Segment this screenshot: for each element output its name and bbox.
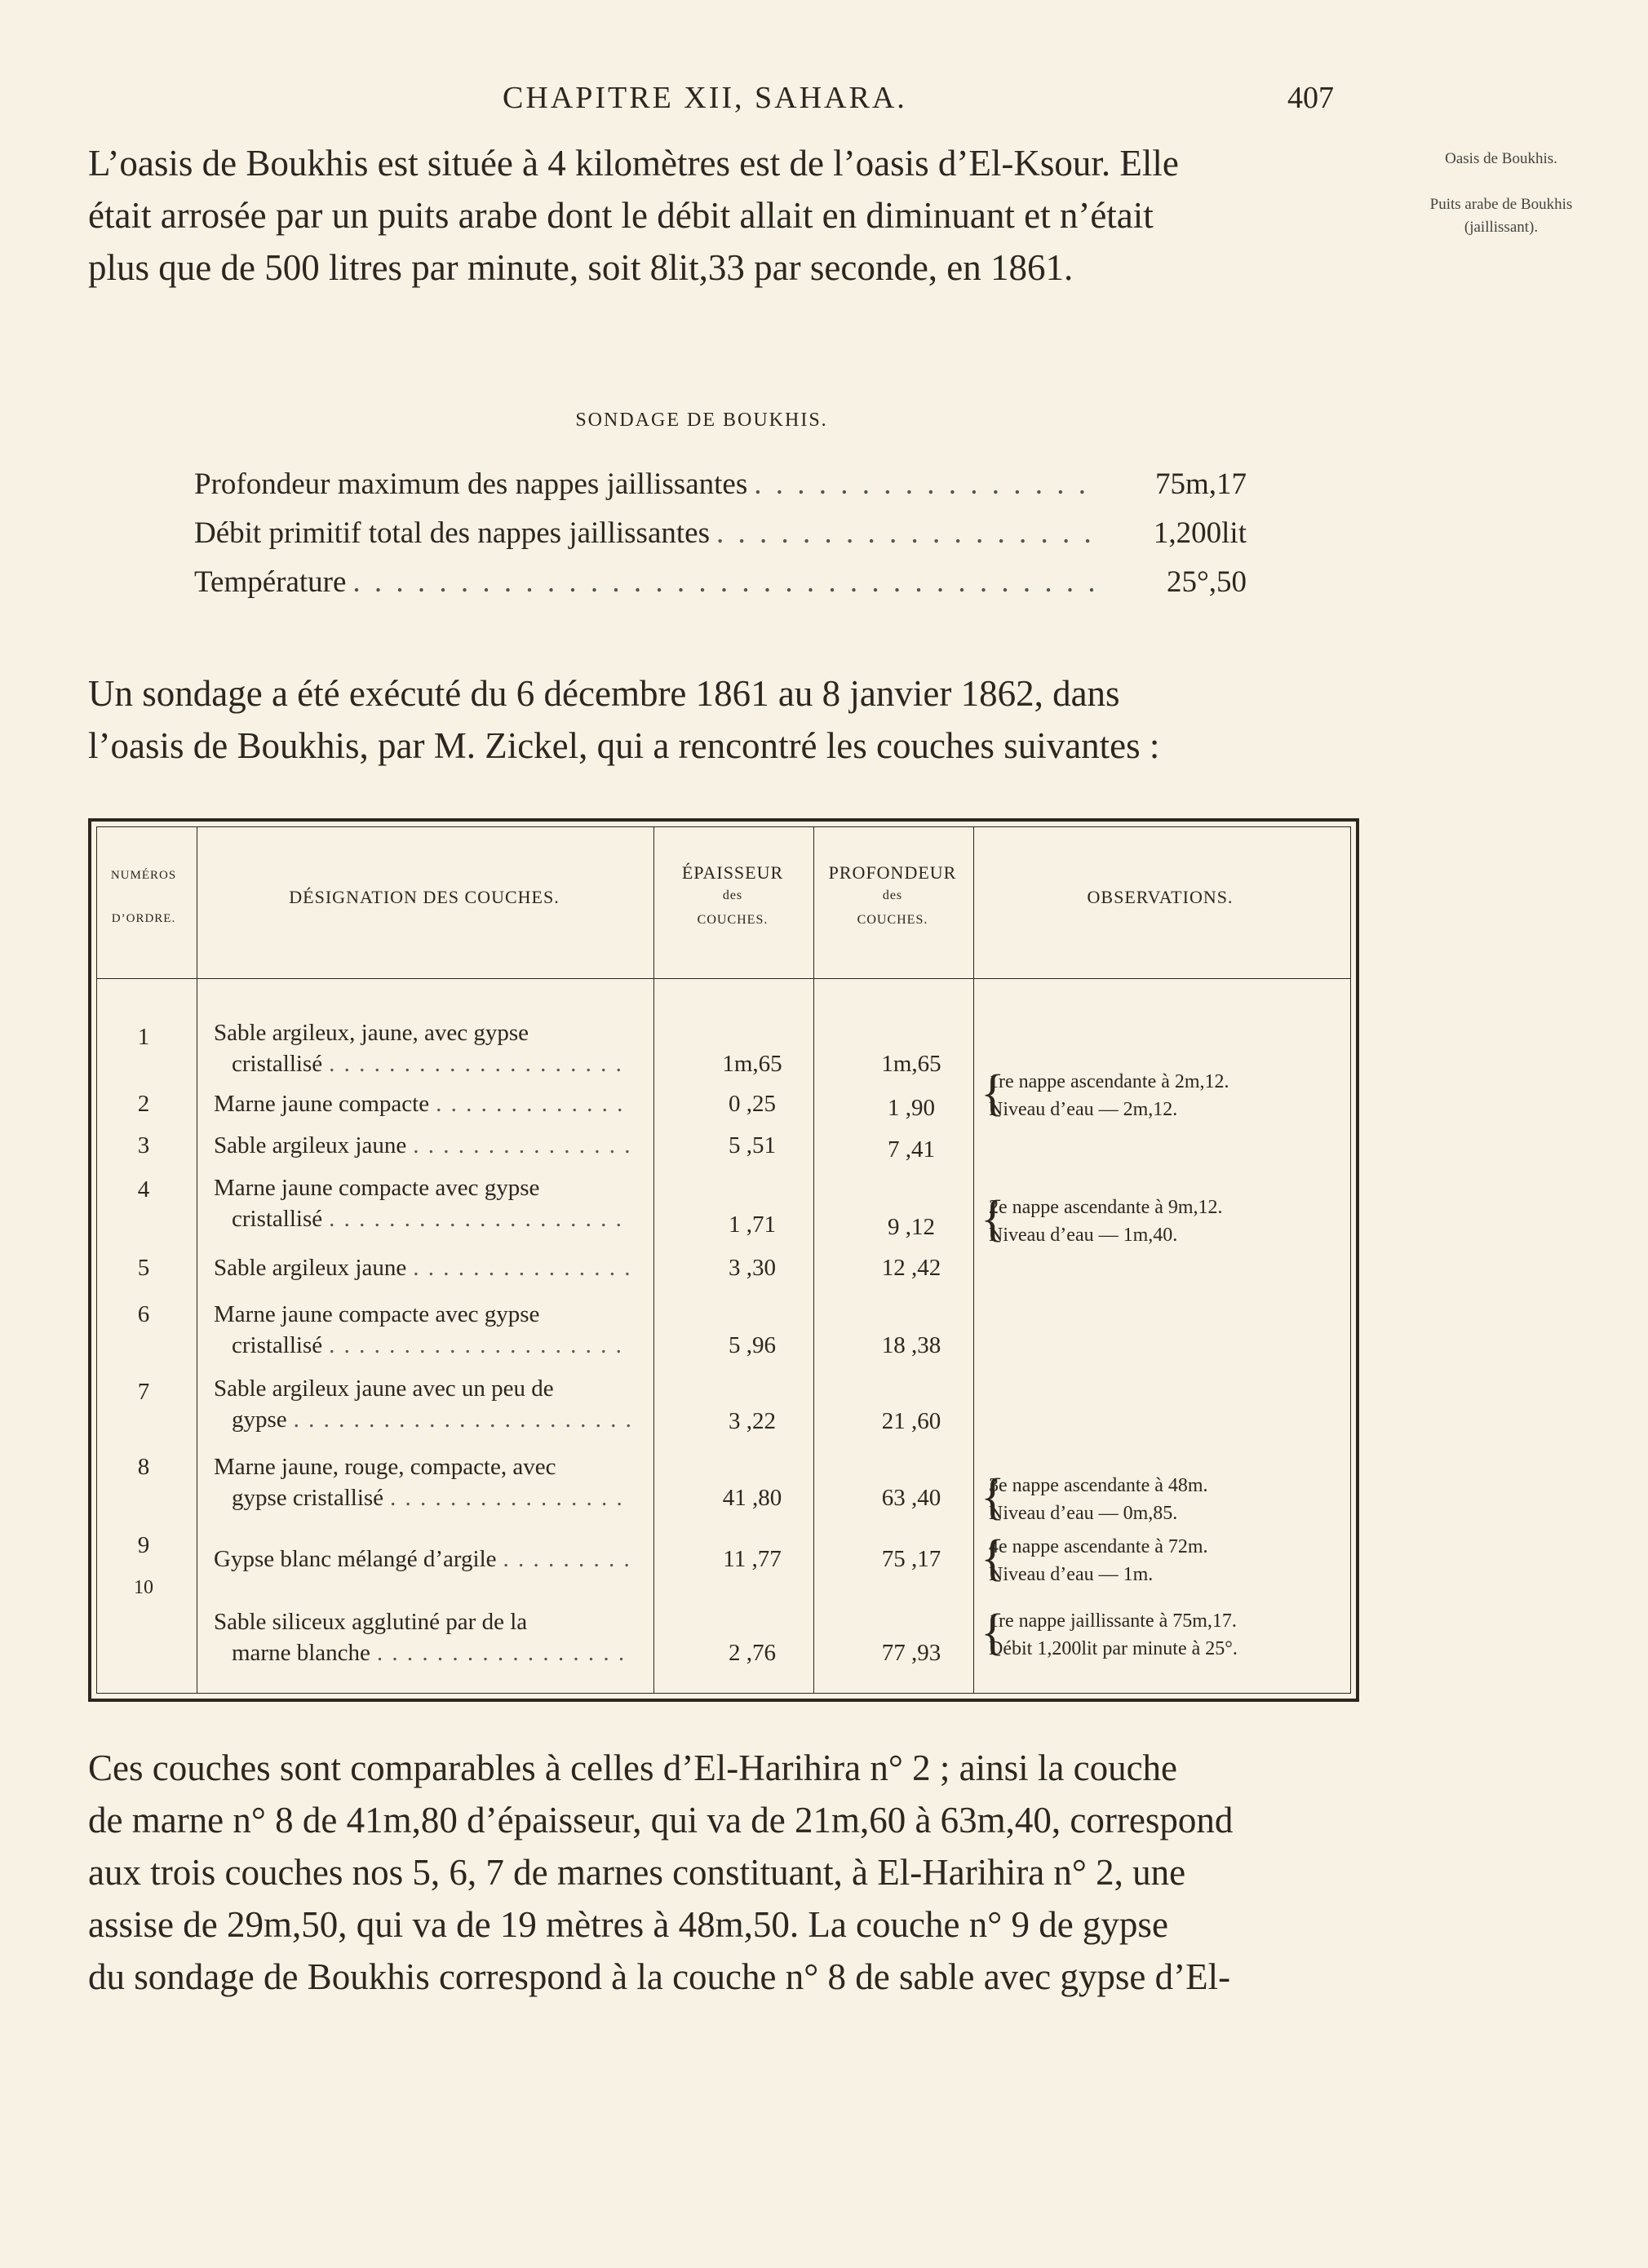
header-profondeur: PROFONDEUR des COUCHES. <box>828 862 957 927</box>
row-designation: Sable siliceux agglutiné par de la marne blanche . . . <box>214 1606 638 1668</box>
closing-line: du sondage de Boukhis correspond à la couche n° 8 de sable avec gypse d’El- <box>88 1956 1231 1997</box>
header-designation: DÉSIGNATION DES COUCHES. <box>289 887 560 907</box>
row-epaisseur: 5 ,96 <box>729 1332 776 1358</box>
row-number: 3 <box>137 1132 150 1158</box>
brace-icon: { <box>981 1191 1005 1247</box>
observation: 3e nappe ascendante à 48m. Niveau d’eau — 0m,85. <box>989 1475 1208 1524</box>
row-designation: Sable argileux, jaune, avec gypse cristallisé . . . <box>214 1017 638 1079</box>
summary-value: 1,200lit <box>1153 516 1247 550</box>
brace-icon: { <box>981 1469 1005 1525</box>
row-designation: Marne jaune compacte avec gypse cristallisé . . . <box>214 1299 638 1361</box>
row-designation: Sable argileux jaune avec un peu de gypse . . . <box>214 1373 638 1435</box>
row-number: 6 <box>137 1301 150 1327</box>
summary-row <box>194 565 1247 605</box>
row-number: 2 <box>137 1091 150 1117</box>
row-epaisseur: 3 ,22 <box>729 1408 776 1434</box>
row-epaisseur: 1m,65 <box>722 1051 782 1077</box>
margin-note-jaillissant: (jaillissant). <box>1464 219 1539 236</box>
brace-icon: { <box>981 1065 1005 1121</box>
row-number: 7 <box>137 1379 150 1405</box>
page-number: 407 <box>1287 81 1334 115</box>
row-epaisseur: 1 ,71 <box>729 1212 776 1238</box>
row-profondeur: 21 ,60 <box>881 1408 941 1434</box>
summary-row <box>194 467 1247 507</box>
strata-table <box>88 818 1359 1702</box>
brace-icon: { <box>981 1605 1005 1660</box>
row-epaisseur: 11 ,77 <box>723 1546 782 1572</box>
sondage-line: Un sondage a été exécuté du 6 décembre 1861 au 8 janvier 1862, dans <box>88 673 1120 714</box>
brace-icon: { <box>981 1530 1005 1586</box>
row-profondeur: 1 ,90 <box>888 1095 935 1121</box>
row-profondeur: 18 ,38 <box>881 1332 941 1358</box>
running-head: CHAPITRE XII, SAHARA. <box>503 81 907 115</box>
row-designation: Sable argileux jaune . . . <box>214 1130 638 1161</box>
row-number: 1 <box>137 1024 150 1050</box>
observation: 4e nappe ascendante à 72m. Niveau d’eau — 1m. <box>989 1536 1208 1585</box>
summary-title: SONDAGE DE BOUKHIS. <box>575 410 828 431</box>
row-number: 8 <box>137 1454 150 1480</box>
summary-row <box>194 516 1247 556</box>
intro-line: L’oasis de Boukhis est située à 4 kilomètres est de l’oasis d’El-Ksour. Elle <box>88 143 1179 184</box>
closing-line: aux trois couches nos 5, 6, 7 de marnes constituant, à El-Harihira n° 2, une <box>88 1852 1186 1893</box>
row-designation: Marne jaune, rouge, compacte, avec gypse cristallisé . . . <box>214 1451 638 1513</box>
row-designation: Marne jaune compacte avec gypse cristallisé . . . <box>214 1172 638 1234</box>
sondage-line: l’oasis de Boukhis, par M. Zickel, qui a rencontré les couches suivantes : <box>88 725 1160 766</box>
row-designation: Sable argileux jaune . . . <box>214 1252 638 1283</box>
intro-paragraph <box>88 137 1179 294</box>
observation: 1re nappe jaillissante à 75m,17. Débit 1,200lit par minute à 25°. <box>989 1610 1238 1659</box>
row-epaisseur: 3 ,30 <box>729 1255 776 1281</box>
observation: 1re nappe ascendante à 2m,12. Niveau d’eau — 2m,12. <box>989 1071 1229 1120</box>
header-epaisseur: ÉPAISSEUR des COUCHES. <box>681 862 784 927</box>
summary-label: Température <box>194 565 347 599</box>
intro-line: était arrosée par un puits arabe dont le débit allait en diminuant et n’était <box>88 195 1154 236</box>
row-number: 4 <box>137 1176 150 1203</box>
row-number: 5 <box>137 1255 150 1281</box>
row-profondeur: 9 ,12 <box>888 1214 935 1240</box>
row-designation: Marne jaune compacte . . . <box>214 1088 638 1119</box>
row-profondeur: 77 ,93 <box>881 1640 941 1666</box>
row-number: 10 <box>134 1577 153 1598</box>
row-profondeur: 7 ,41 <box>888 1136 935 1163</box>
row-designation: Gypse blanc mélangé d’argile . . . <box>214 1544 638 1575</box>
observation: 2e nappe ascendante à 9m,12. Niveau d’eau — 1m,40. <box>989 1197 1223 1246</box>
row-number: 9 <box>137 1532 150 1558</box>
margin-note-puits: Puits arabe de Boukhis <box>1429 196 1573 213</box>
row-epaisseur: 41 ,80 <box>722 1485 782 1511</box>
margin-note-oasis: Oasis de Boukhis. <box>1445 150 1557 167</box>
row-epaisseur: 0 ,25 <box>729 1091 776 1117</box>
summary-value: 25°,50 <box>1166 565 1247 599</box>
summary-value: 75m,17 <box>1154 467 1247 501</box>
row-epaisseur: 2 ,76 <box>729 1640 776 1666</box>
sondage-paragraph <box>88 667 1159 772</box>
header-numeros: NUMÉROS D’ORDRE. <box>110 869 177 925</box>
closing-line: de marne n° 8 de 41m,80 d’épaisseur, qui va de 21m,60 à 63m,40, correspond <box>88 1800 1234 1841</box>
closing-paragraph <box>88 1742 1233 2003</box>
summary-label: Débit primitif total des nappes jaillissantes <box>194 516 710 550</box>
closing-line: Ces couches sont comparables à celles d’El-Harihira n° 2 ; ainsi la couche <box>88 1748 1178 1788</box>
closing-line: assise de 29m,50, qui va de 19 mètres à 48m,50. La couche n° 9 de gypse <box>88 1904 1168 1945</box>
row-profondeur: 1m,65 <box>881 1051 941 1077</box>
intro-line: plus que de 500 litres par minute, soit 8lit,33 par seconde, en 1861. <box>88 247 1074 288</box>
row-profondeur: 63 ,40 <box>881 1485 941 1511</box>
summary-label: Profondeur maximum des nappes jaillissantes <box>194 467 748 501</box>
row-profondeur: 12 ,42 <box>881 1255 941 1281</box>
header-observations: OBSERVATIONS. <box>1087 887 1234 907</box>
row-epaisseur: 5 ,51 <box>729 1132 776 1158</box>
row-profondeur: 75 ,17 <box>881 1546 941 1572</box>
